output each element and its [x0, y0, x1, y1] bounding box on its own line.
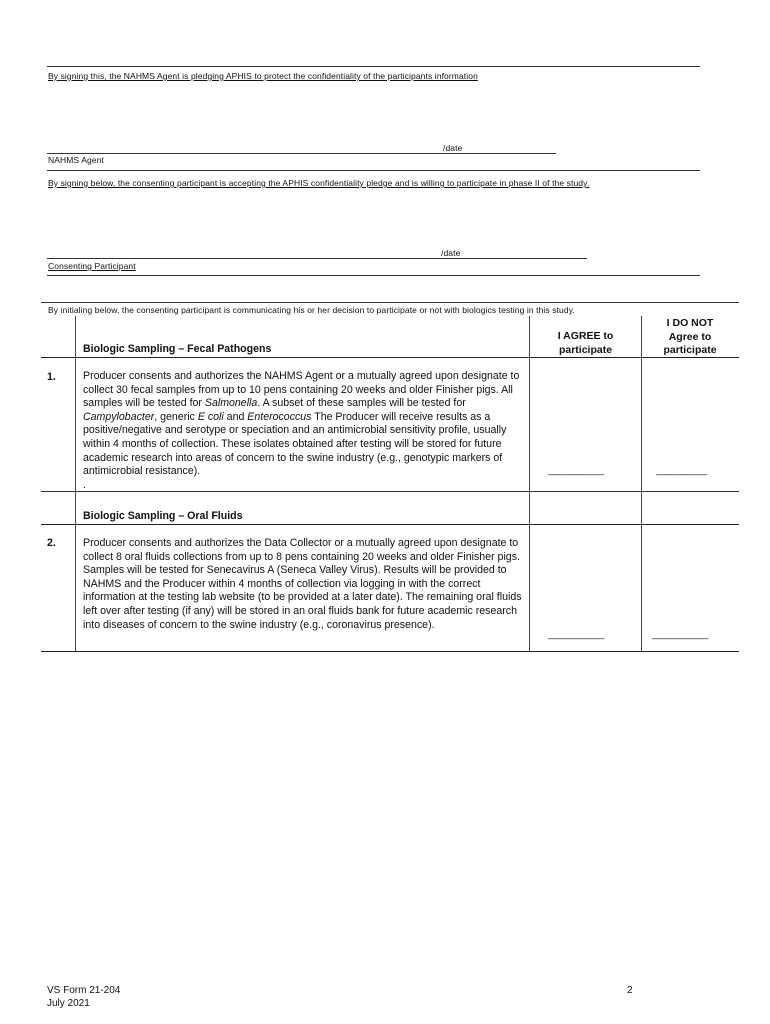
footer-date: July 2021	[47, 998, 90, 1009]
section-2-number: 2.	[47, 537, 56, 549]
section-1-text	[83, 370, 525, 492]
section-1-not-agree-initial[interactable]: __________	[656, 465, 707, 476]
col-divider-number	[75, 316, 76, 651]
section-2-header-rule	[41, 524, 739, 525]
section-2-text: Producer consents and authorizes the Data Collector or a mutually agreed upon designate to collect 8 oral fluids collections from up to 8 pens containing 20 weeks and older Finisher pigs. Samples will be tested for Senecavirus A (Seneca Valley Virus). Results will be provided to NAHMS and the Producer within 4 months of collection via logging in with the correct information at the testing lab website (to be provided at a later date). The remaining oral fluids left over after testing (if any) will be stored in an oral fluids bank for future academic research into diseases of concern to the swine industry (e.g., coronavirus presence).	[83, 537, 522, 631]
participant-section-rule	[47, 275, 700, 276]
section-1-number: 1.	[47, 371, 56, 383]
participant-date-label: /date	[441, 248, 461, 258]
participant-signature-line[interactable]	[47, 258, 587, 259]
table-intro: By initialing below, the consenting participant is communicating his or her decision to participate or not with biologics testing in this study.	[48, 305, 575, 315]
section-1-text-d: and	[223, 410, 248, 423]
agent-signature-line[interactable]	[47, 153, 556, 154]
section-1-italic-ecoli: E coli	[197, 410, 224, 423]
agent-date-label: /date	[443, 143, 463, 153]
agent-label: NAHMS Agent	[48, 155, 104, 165]
col-header-not-agree	[642, 317, 738, 358]
col-divider-not	[641, 316, 642, 651]
col-header-agree-line1: I AGREE to	[557, 330, 614, 342]
col-header-agree-line2: participate	[558, 343, 613, 356]
header-row-rule	[41, 357, 739, 358]
section-1-agree-initial[interactable]: ___________	[548, 465, 604, 476]
table-top-rule	[41, 302, 739, 303]
col-header-not-line2: Agree to	[668, 330, 712, 343]
section-1-italic-enterococcus: Enterococcus	[247, 410, 312, 423]
section-1-text-a: Producer consents and authorizes the NAHMS Agent or a mutually agreed upon designate to collect 30 fecal samples from up to 10 pens containing 20 weeks and older Finisher pigs. All samples will be tested for	[83, 370, 520, 410]
section-1-text-e: The Producer will receive results as a positive/negative and serotype or speciation and an antimicrobial sensitivity profile, usually within 4 months of collection. These isolates obtained after testing will be stored for future academic research into areas of concern to the swine industry (e.g., genotypic markers of antimicrobial resistance).	[83, 410, 507, 478]
section-1-italic-salmonella: Salmonella	[204, 397, 258, 410]
agent-section-rule	[47, 170, 700, 171]
section-1-bottom-rule	[41, 491, 739, 492]
agent-pledge-statement: By signing this, the NAHMS Agent is pledging APHIS to protect the confidentiality of the participants information	[48, 71, 478, 81]
footer-page-number: 2	[627, 985, 633, 996]
participant-label: Consenting Participant	[48, 261, 136, 271]
section-1-italic-campylobacter: Campylobacter	[83, 410, 155, 423]
participant-pledge-statement: By signing below, the consenting participant is accepting the APHIS confidentiality pledge and is willing to participate in phase II of the study.	[48, 178, 590, 188]
footer-form-id: VS Form 21-204	[47, 985, 121, 996]
section-1-trailing: .	[83, 478, 86, 491]
col-header-not-line3: participate	[663, 344, 717, 356]
section-1-text-b: . A subset of these samples will be tested for	[257, 397, 466, 410]
col-header-agree	[530, 330, 641, 357]
section-2-agree-initial[interactable]: ___________	[548, 629, 604, 640]
table-bottom-rule	[41, 651, 739, 652]
section-1-text-c: , generic	[154, 410, 198, 423]
col-divider-agree	[529, 316, 530, 651]
top-rule	[47, 66, 700, 67]
section-1-heading: Biologic Sampling – Fecal Pathogens	[83, 343, 272, 355]
section-2-not-agree-initial[interactable]: ___________	[652, 629, 708, 640]
section-2-heading: Biologic Sampling – Oral Fluids	[83, 510, 243, 522]
col-header-not-line1: I DO NOT	[666, 317, 714, 329]
